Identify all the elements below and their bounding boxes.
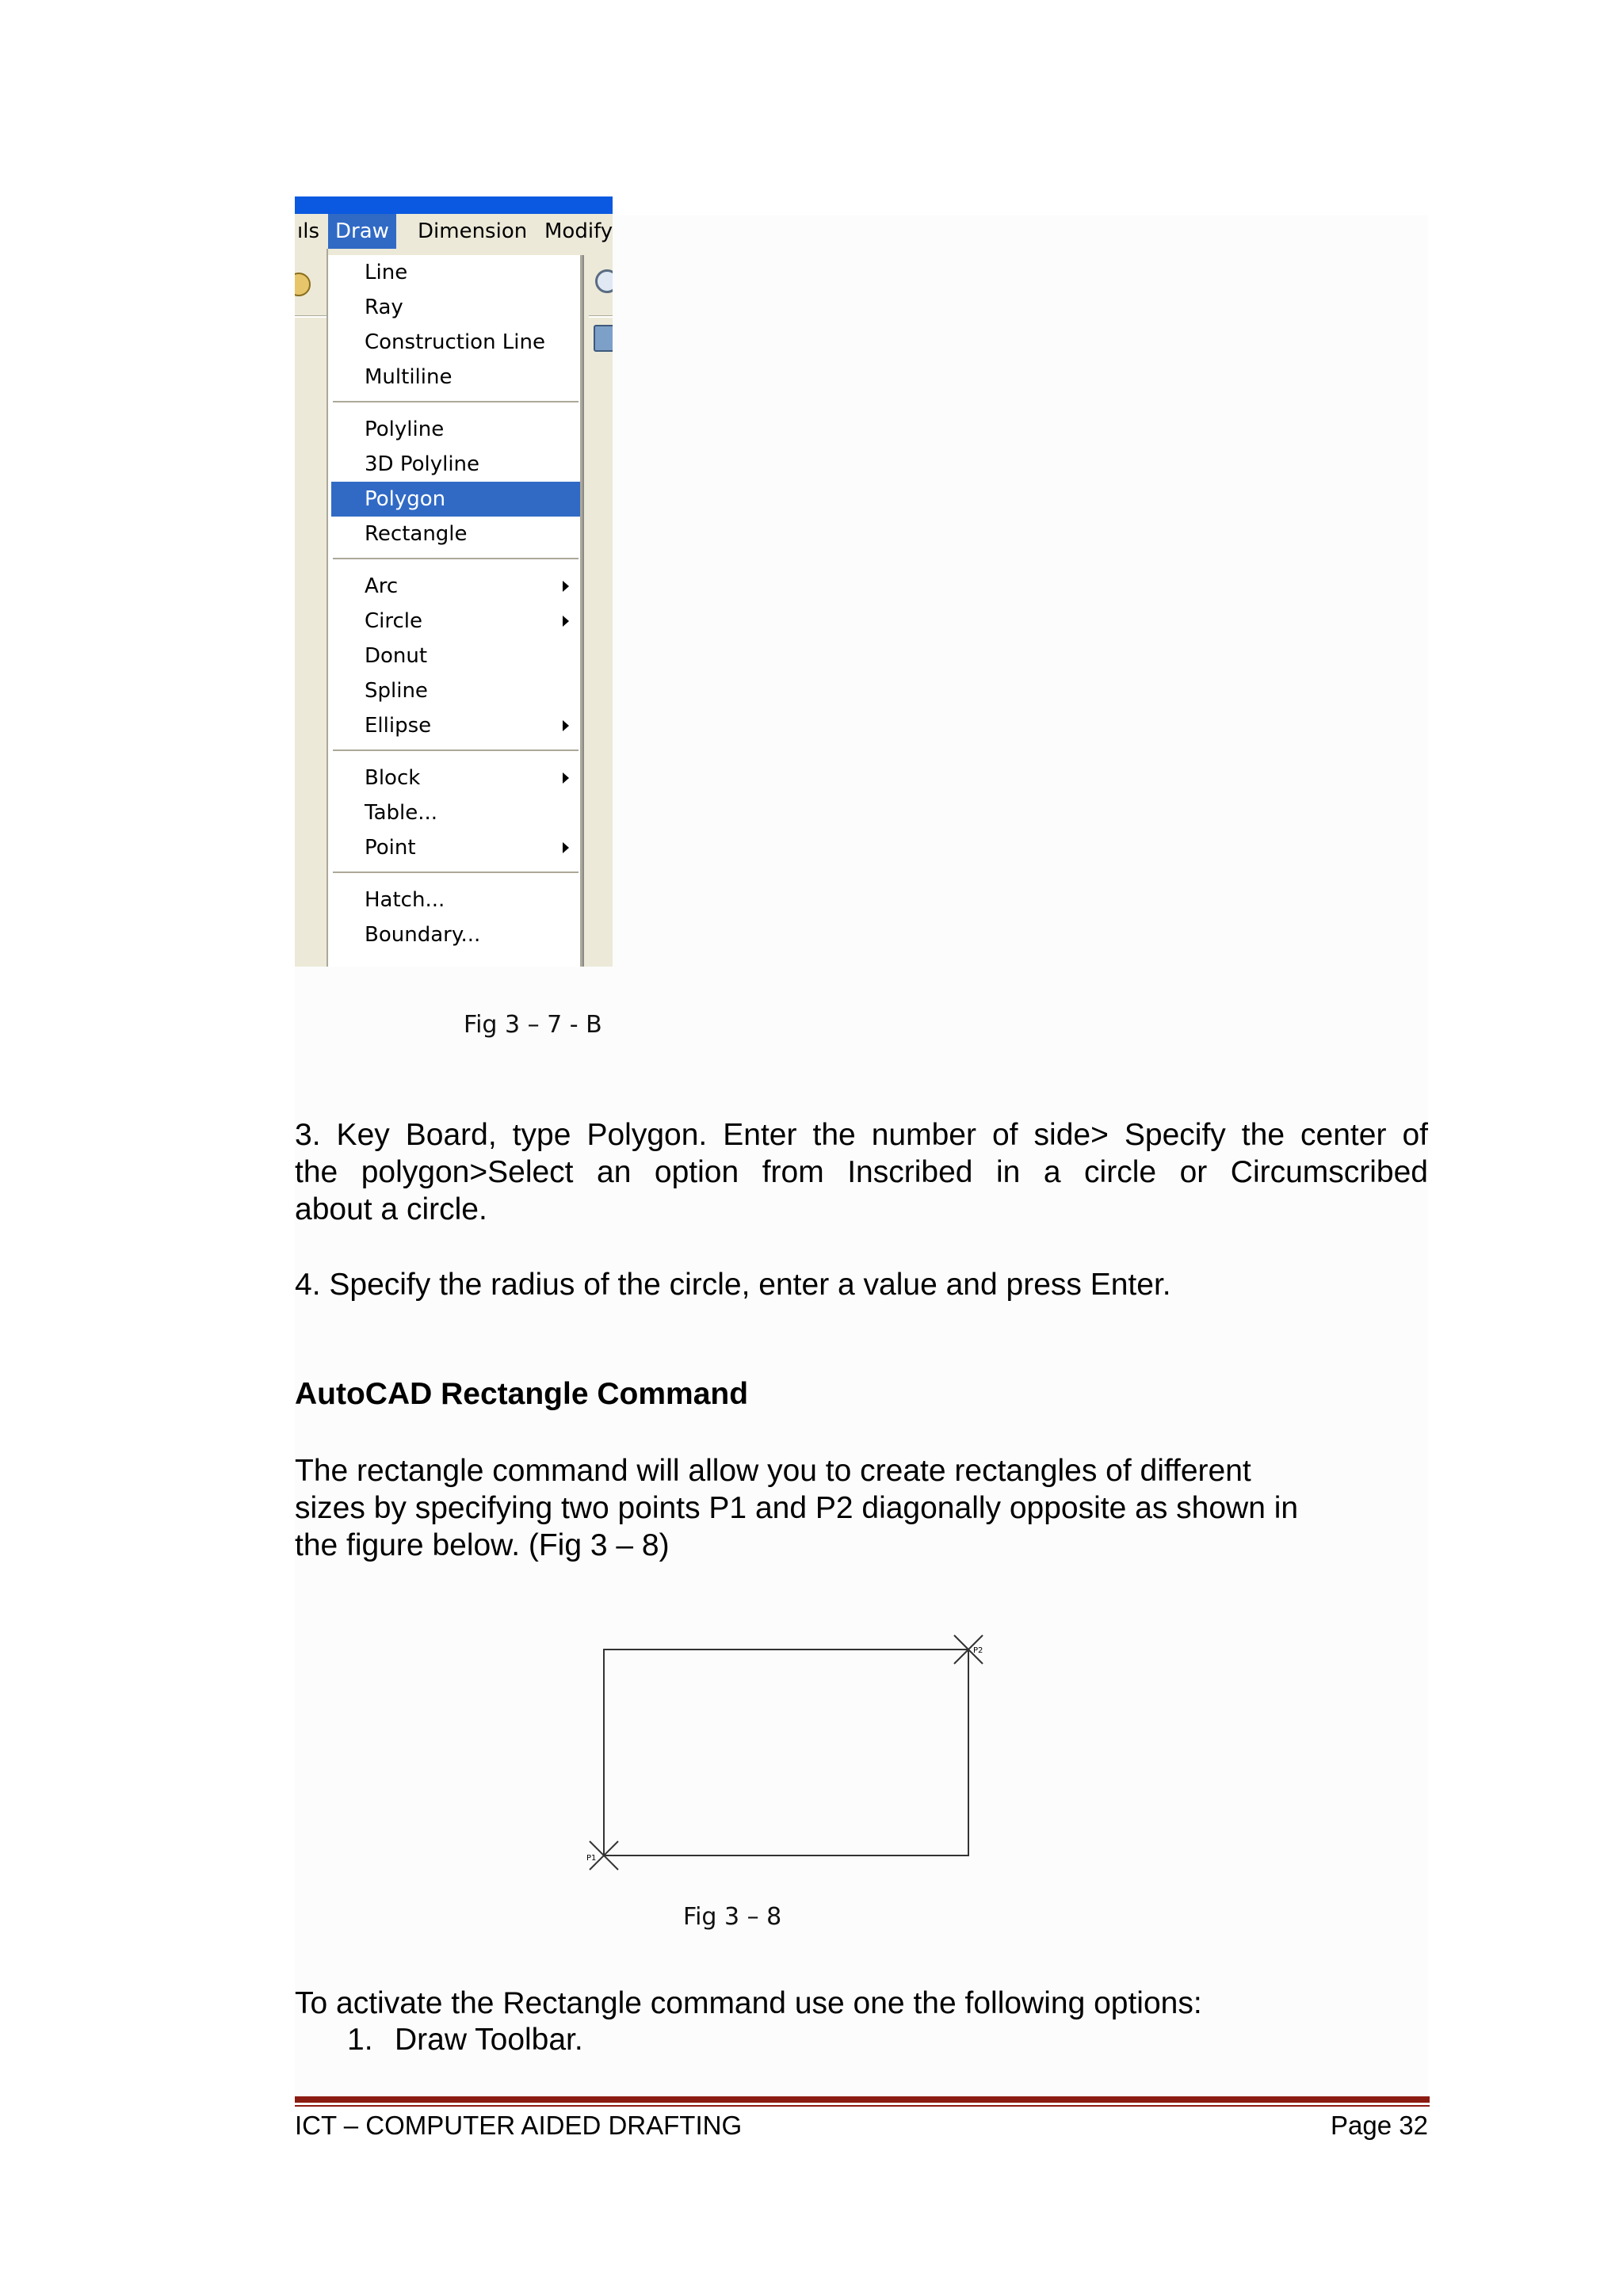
submenu-arrow-icon	[563, 772, 569, 784]
menu-item-spline[interactable]	[331, 673, 580, 708]
rectangle-description-line-2: sizes by specifying two points P1 and P2 diagonally opposite as shown in	[295, 1491, 1299, 1525]
menu-item-label: Spline	[365, 679, 428, 703]
menu-item-label: Block	[365, 766, 421, 790]
menu-item-label: Polygon	[365, 487, 446, 511]
menu-item-arc[interactable]	[331, 569, 580, 604]
submenu-arrow-icon	[563, 720, 569, 731]
menu-item-polyline[interactable]	[331, 412, 580, 447]
menu-item-hatch[interactable]	[331, 883, 580, 917]
rectangle-figure	[579, 1632, 991, 1878]
rectangle-outline	[604, 1650, 968, 1855]
list-item	[347, 2023, 583, 2058]
toolbar-divider	[295, 315, 327, 318]
menu-separator	[333, 871, 579, 874]
menu-item-label: Donut	[365, 644, 428, 668]
list-number: 1.	[347, 2023, 373, 2057]
menu-tools[interactable]: ıls	[297, 219, 319, 243]
menu-item-block[interactable]	[331, 761, 580, 795]
submenu-arrow-icon	[563, 842, 569, 853]
rectangle-description-line-1: The rectangle command will allow you to create rectangles of different	[295, 1454, 1251, 1488]
menu-item-construction-line[interactable]	[331, 325, 580, 360]
menu-item-label: Polyline	[365, 418, 445, 441]
menu-item-rectangle[interactable]	[331, 517, 580, 551]
step-3-line-3: about a circle.	[295, 1192, 487, 1226]
toolbar-divider	[589, 315, 613, 318]
submenu-arrow-icon	[563, 616, 569, 627]
menu-item-label: Hatch...	[365, 888, 445, 912]
list-text: Draw Toolbar.	[395, 2023, 583, 2057]
footer-title: ICT – COMPUTER AIDED DRAFTING	[295, 2111, 743, 2140]
menu-item-label: Table...	[365, 801, 438, 825]
menu-item-label: Construction Line	[365, 330, 545, 354]
menu-dimension[interactable]: Dimension	[418, 219, 528, 243]
submenu-arrow-icon	[563, 581, 569, 592]
menu-item-label: Rectangle	[365, 522, 468, 546]
step-3-line-1: 3. Key Board, type Polygon. Enter the number of side> Specify the center of	[295, 1118, 1428, 1152]
menu-item-polygon[interactable]	[331, 482, 580, 517]
menu-item-label: Arc	[365, 574, 399, 598]
figure-caption-3-7-b: Fig 3 – 7 - B	[464, 1011, 602, 1039]
zoom-icon[interactable]	[595, 269, 613, 293]
menu-item-ellipse[interactable]	[331, 708, 580, 743]
p2-label: P2	[973, 1646, 983, 1655]
menu-item-label: Ray	[365, 296, 403, 319]
menu-modify[interactable]: Modify	[544, 219, 613, 243]
menubar	[295, 214, 613, 249]
menu-item-label: Boundary...	[365, 923, 481, 947]
menu-item-label: 3D Polyline	[365, 452, 480, 476]
menu-item-boundary[interactable]	[331, 917, 580, 952]
figure-caption-3-8: Fig 3 – 8	[683, 1903, 782, 1931]
menu-item-ray[interactable]	[331, 290, 580, 325]
menu-item-label: Circle	[365, 609, 423, 633]
menu-item-label: Multiline	[365, 365, 453, 389]
menu-item-table[interactable]	[331, 795, 580, 830]
menu-separator	[333, 558, 579, 560]
menu-separator	[333, 401, 579, 403]
left-toolbar	[295, 249, 327, 967]
draw-menu-screenshot	[295, 196, 613, 967]
menu-item-point[interactable]	[331, 830, 580, 865]
menu-item-circle[interactable]	[331, 604, 580, 639]
footer-rule-thin	[295, 2105, 1430, 2107]
footer-rule	[295, 2096, 1430, 2103]
menu-item-label: Line	[365, 261, 408, 284]
menu-item-line[interactable]	[331, 255, 580, 290]
activate-instruction: To activate the Rectangle command use one the following options:	[295, 1986, 1202, 2020]
right-toolbar	[589, 249, 613, 566]
menu-item-label: Ellipse	[365, 714, 432, 738]
page-number: Page 32	[1331, 2111, 1428, 2140]
menu-item-donut[interactable]	[331, 639, 580, 673]
menu-separator	[333, 749, 579, 752]
menu-draw[interactable]: Draw	[328, 214, 396, 249]
menu-item-3d-polyline[interactable]	[331, 447, 580, 482]
section-heading: AutoCAD Rectangle Command	[295, 1377, 749, 1411]
rectangle-description-line-3: the figure below. (Fig 3 – 8)	[295, 1528, 670, 1562]
step-4-text: 4. Specify the radius of the circle, enter a value and press Enter.	[295, 1268, 1171, 1302]
p1-label: P1	[586, 1854, 597, 1863]
menu-item-label: Point	[365, 836, 416, 860]
toolbar-icon[interactable]	[594, 325, 613, 352]
step-3-line-2: the polygon>Select an option from Inscribed in a circle or Circumscribed	[295, 1155, 1428, 1189]
window-titlebar	[295, 196, 613, 214]
draw-dropdown-menu	[328, 255, 582, 967]
menu-item-multiline[interactable]	[331, 360, 580, 395]
